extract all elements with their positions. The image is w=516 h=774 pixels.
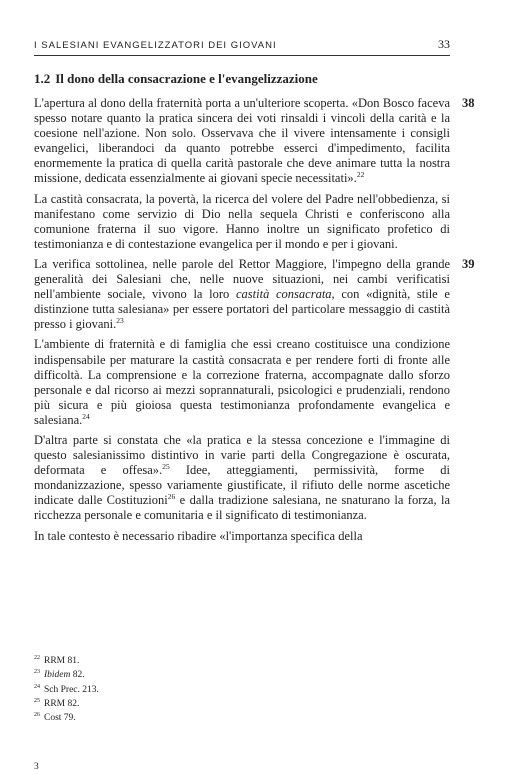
paragraph — [34, 529, 450, 544]
margin-number: 38 — [462, 96, 475, 110]
text-segment: La castità consacrata, la povertà, la ricerca del volere del Padre nell'obbedienza, si manifestano come servizio di Dio nella sequela Christi e conferiscono alla comunione fraterna il suo vigore. Hanno inoltre un significato profetico di testimonianza e di contestazione evangelica per il mondo e per i giovani. — [34, 191, 450, 251]
text-segment: La verifica sottolinea, nelle parole del Rettor Maggiore, l'impegno della grande generalità dei Salesiani che, nelle nuove situazioni, nei cambi verificatisi nell'ambiente sociale, vivono la loro — [34, 256, 450, 302]
margin-number: 39 — [462, 256, 475, 271]
running-title: I SALESIANI EVANGELIZZATORI DEI GIOVANI — [34, 40, 277, 51]
text-segment: L'apertura al dono della fraternità porta a un'ulteriore scoperta. «Don Bosco faceva spesso notare quanto la pratica sincera dei voti rinsaldi i vincoli della carità e la coesione nell'azione. Non solo. Osservava che il vivere intensamente i consigli evangelici, liberandoci da quanto potrebbe esserci d'impedimento, facilita enormemente la pratica di quella carità pastorale che deve animare tutta la nostra missione, dedicata essenzialmente ai giovani specie necessitati». — [34, 96, 450, 186]
text-segment: 82. — [70, 670, 85, 681]
footnote — [34, 682, 334, 696]
footnote — [34, 710, 334, 724]
footnote-ref: 24 — [82, 411, 90, 421]
text-segment: Idee, atteggiamenti, permissività, forme di mondanizzazione, spesso variamente giustificate, il rifiuto delle norme ascetiche indicate dalle Costituzioni — [34, 463, 450, 508]
emphasis: castità consacrata, — [235, 287, 335, 302]
text-segment: In tale contesto è necessario ribadire «l'importanza specifica della — [34, 528, 363, 543]
paragraph — [34, 192, 450, 252]
footnote-number: 25 — [34, 698, 40, 705]
footnote-ref: 22 — [356, 170, 365, 180]
text-segment: con «dignità, stile e distinzione tutta salesiana» per essere portatori del particolare messaggio di castità presso i giovani. — [34, 287, 450, 332]
footnote — [34, 653, 334, 667]
running-header — [34, 37, 450, 56]
footnote-number: 22 — [34, 655, 40, 661]
section-number: 1.2 — [34, 71, 51, 86]
footnote-number: 24 — [34, 683, 40, 690]
text-segment: e dalla tradizione salesiana, ne snaturano la forza, la ricchezza personale e comunitaria e il significato di testimonianza. — [34, 493, 450, 523]
paragraph — [34, 433, 450, 524]
paragraph — [34, 256, 475, 332]
footnote-ref: 23 — [116, 316, 124, 326]
text-segment: L'ambiente di fraternità e di famiglia che essi creano costituisce una condizione indispensabile per maturare la castità consacrata e per rendere forti di fronte alle difficoltà. La comprensione e la correzione fraterna, accompagnate dallo sforzo personale e dal ricorso ai mezzi soprannaturali, psicologici e prudenziali, rendono più sicura e più gioiosa questa testimonianza profondamente evangelica e salesiana. — [34, 337, 450, 427]
paragraph — [34, 96, 475, 187]
body-text — [34, 96, 475, 549]
footnote — [34, 667, 334, 681]
text-segment: RRM 81. — [44, 656, 80, 667]
section-title — [34, 71, 464, 87]
text-segment: RRM 82. — [44, 699, 80, 710]
footnotes — [34, 653, 334, 725]
text-segment: D'altra parte si constata che «la pratica e la stessa concezione e l'immagine di questo salesianissimo distintivo in varie parti della Congregazione è oscurata, deformata e offesa». — [34, 432, 450, 478]
footnote-number: 23 — [34, 669, 40, 676]
footnote-number: 26 — [34, 712, 40, 719]
paragraph — [34, 337, 450, 428]
text-segment: Cost 79. — [44, 713, 76, 724]
section-title-text: Il dono della consacrazione e l'evangelizzazione — [55, 71, 318, 86]
footnote — [34, 696, 334, 710]
footnote-ref: 25 — [162, 462, 170, 471]
footnote-ref: 26 — [167, 492, 176, 502]
emphasis: Ibidem — [44, 670, 71, 681]
folio: 3 — [34, 762, 39, 772]
text-segment: Sch Prec. 213. — [44, 684, 99, 695]
page-number: 33 — [438, 37, 450, 51]
